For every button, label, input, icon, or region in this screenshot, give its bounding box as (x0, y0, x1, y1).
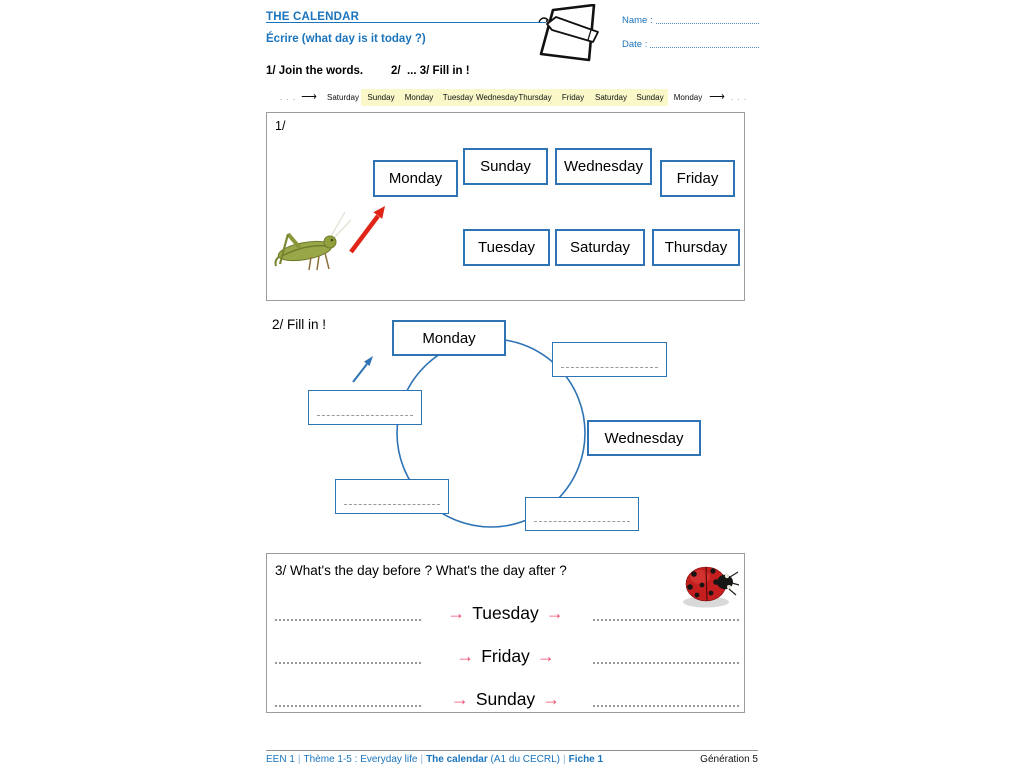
strip-day: Monday (404, 93, 434, 102)
cycle-box-blank-1 (552, 342, 667, 377)
before-after-row (267, 684, 744, 710)
strip-day: Sunday (367, 93, 395, 102)
title-underline (266, 22, 546, 23)
right-arrow-icon: → (545, 603, 564, 623)
strip-leading-dots: . . . (279, 93, 297, 102)
cycle-box-monday: Monday (392, 320, 506, 356)
footer-sheet-number: Fiche 1 (568, 754, 604, 765)
exercise1-box (266, 112, 745, 301)
cycle-box-blank-4 (308, 390, 422, 425)
word-box-sunday: Sunday (463, 148, 548, 185)
right-arrow-icon: ⟶ (301, 91, 317, 103)
answer-dashed-line (534, 521, 630, 522)
strip-trailing-dots: . . . (730, 93, 748, 102)
strip-day: Tuesday (442, 93, 474, 102)
right-arrow-icon: → (536, 646, 555, 666)
answer-dotted-line (275, 619, 421, 621)
right-arrow-icon: → (456, 646, 475, 666)
cycle-box-blank-3 (335, 479, 449, 514)
instruction-fill: 2/ ... 3/ Fill in ! (391, 65, 470, 77)
word-box-thursday: Thursday (652, 229, 740, 266)
answer-dotted-line (275, 705, 421, 707)
answer-dotted-line (275, 662, 421, 664)
page-title: THE CALENDAR (266, 11, 360, 23)
center-day-label: Tuesday (472, 602, 539, 623)
name-field (622, 14, 759, 26)
footer-divider (266, 750, 758, 751)
footer-sheet-title: The calendar (426, 754, 488, 765)
answer-dotted-line (593, 705, 739, 707)
footer-separator: | (297, 754, 301, 765)
strip-day: Sunday (636, 93, 664, 102)
exercise3-title: 3/ What's the day before ? What's the day after ? (275, 563, 567, 578)
answer-dashed-line (344, 504, 440, 505)
word-box-saturday: Saturday (555, 229, 645, 266)
exercise3-box (266, 553, 745, 713)
strip-day: Saturday (326, 93, 360, 102)
publisher-label: Génération 5 (700, 754, 758, 765)
strip-day: Wednesday (475, 93, 519, 102)
right-arrow-icon: ⟶ (709, 91, 725, 103)
exercise1-number: 1/ (275, 119, 286, 133)
strip-day: Monday (673, 93, 703, 102)
answer-dotted-line (593, 662, 739, 664)
name-label: Name : (622, 15, 653, 26)
word-box-tuesday: Tuesday (463, 229, 550, 266)
cycle-box-wednesday: Wednesday (587, 420, 701, 456)
cycle-box-blank-2 (525, 497, 639, 531)
strip-day: Friday (561, 93, 585, 102)
answer-dashed-line (561, 367, 658, 368)
footer-separator: | (420, 754, 424, 765)
exercise2-label: 2/ Fill in ! (272, 317, 327, 332)
notepad-pencil-icon (532, 4, 616, 64)
day-sequence-strip (0, 89, 1024, 107)
footer-theme: Thème 1-5 : Everyday life (303, 754, 418, 765)
right-arrow-icon: → (450, 689, 469, 709)
center-day-label: Friday (481, 645, 530, 666)
date-dotted-line (650, 38, 759, 48)
center-day-label: Sunday (475, 688, 536, 709)
date-label: Date : (622, 39, 648, 50)
page-subtitle: Écrire (what day is it today ?) (266, 33, 426, 45)
before-after-row (267, 641, 744, 667)
footer-course: EEN 1 (266, 754, 295, 765)
strip-day: Saturday (594, 93, 628, 102)
word-box-friday: Friday (660, 160, 735, 197)
red-arrow-icon (345, 198, 395, 260)
before-after-row (267, 598, 744, 624)
word-box-wednesday: Wednesday (555, 148, 652, 185)
instruction-join: 1/ Join the words. (266, 65, 364, 77)
footer-reference (266, 754, 603, 765)
right-arrow-icon: → (542, 689, 561, 709)
footer-separator: | (563, 754, 566, 765)
grasshopper-image (270, 206, 355, 274)
answer-dotted-line (593, 619, 739, 621)
footer-level: (A1 du CECRL) (490, 754, 561, 765)
strip-day: Thursday (518, 93, 552, 102)
date-field (622, 38, 759, 50)
word-box-monday: Monday (373, 160, 458, 197)
answer-dashed-line (317, 415, 413, 416)
name-dotted-line (656, 14, 759, 24)
right-arrow-icon: → (447, 603, 466, 623)
